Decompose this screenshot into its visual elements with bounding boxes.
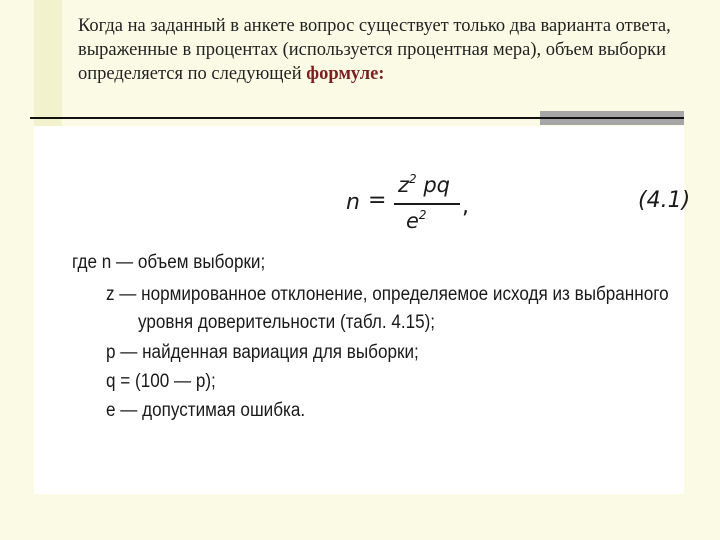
numerator-exponent: 2 <box>409 172 417 186</box>
formula-equals: = <box>368 188 387 213</box>
definition-row <box>106 342 454 364</box>
intro-paragraph <box>78 14 678 86</box>
definition-row <box>138 312 468 334</box>
denominator-exponent: 2 <box>418 208 427 222</box>
formula-denominator <box>406 208 427 233</box>
intro-highlight: формуле: <box>306 64 385 84</box>
formula-numerator <box>398 172 450 197</box>
definition-text: p — найденная вариация для выборки; <box>106 342 419 363</box>
header-rule <box>30 117 684 119</box>
scanned-content-area <box>38 127 684 494</box>
left-margin-band <box>0 0 34 540</box>
definition-text: уровня доверительности (табл. 4.15); <box>138 312 436 333</box>
formula-lhs: n <box>346 190 360 215</box>
definition-text: q = (100 — p); <box>106 371 216 392</box>
definition-row <box>106 284 720 306</box>
definition-row <box>106 371 228 393</box>
formula-comma: , <box>462 194 469 219</box>
bottom-margin-band <box>0 494 720 540</box>
numerator-z: z <box>398 173 410 197</box>
definition-row <box>106 400 327 422</box>
denominator-e: e <box>406 209 419 233</box>
equation-number: (4.1) <box>638 188 691 213</box>
intro-text: Когда на заданный в анкете вопрос существует только два варианта ответа, выраженные в процентах (используется процентная мера), объем выборки определяется по следующей <box>78 16 671 84</box>
definition-text: z — нормированное отклонение, определяемое исходя из выбранного <box>106 284 669 305</box>
definition-text: e — допустимая ошибка. <box>106 400 306 421</box>
numerator-pq: pq <box>416 173 451 197</box>
definition-row <box>72 252 287 274</box>
right-margin-band <box>684 0 720 540</box>
definition-text: где n — объем выборки; <box>72 252 266 273</box>
fraction-bar <box>394 203 460 205</box>
